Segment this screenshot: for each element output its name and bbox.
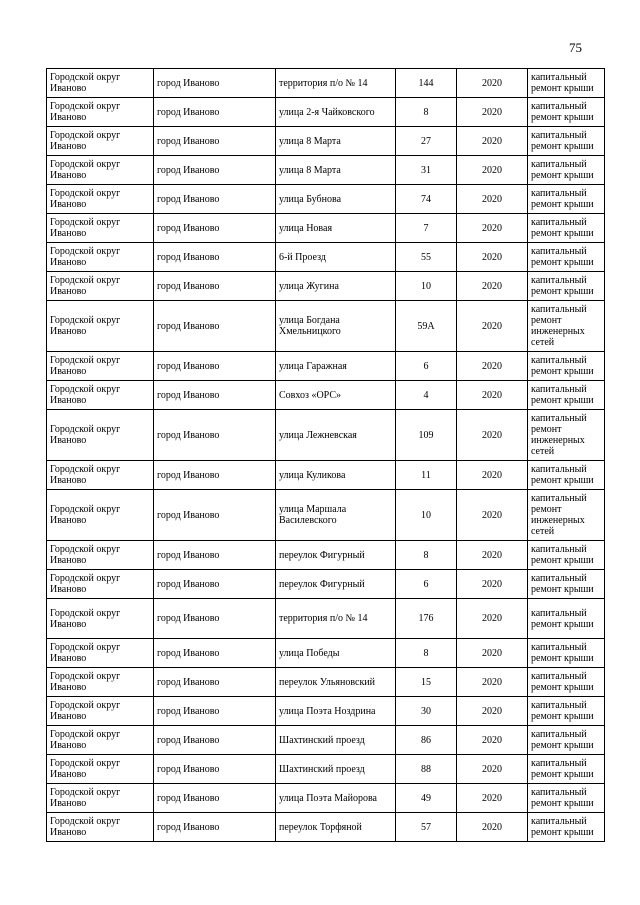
table-row <box>47 69 605 98</box>
work-type-cell: капитальный ремонт крыши <box>528 243 605 272</box>
year-cell: 2020 <box>457 461 528 490</box>
city-cell: город Иваново <box>154 639 276 668</box>
district-cell: Городской округ Иваново <box>47 301 154 352</box>
work-type-cell: капитальный ремонт крыши <box>528 599 605 639</box>
work-type-cell: капитальный ремонт крыши <box>528 127 605 156</box>
house-number-cell: 59А <box>396 301 457 352</box>
street-cell: улица Поэта Ноздрина <box>276 697 396 726</box>
table-row <box>47 214 605 243</box>
table-row <box>47 301 605 352</box>
house-number-cell: 27 <box>396 127 457 156</box>
district-cell: Городской округ Иваново <box>47 185 154 214</box>
district-cell: Городской округ Иваново <box>47 272 154 301</box>
street-cell: Шахтинский проезд <box>276 726 396 755</box>
table-body <box>47 69 605 842</box>
work-type-cell: капитальный ремонт крыши <box>528 461 605 490</box>
city-cell: город Иваново <box>154 381 276 410</box>
year-cell: 2020 <box>457 352 528 381</box>
work-type-cell: капитальный ремонт крыши <box>528 755 605 784</box>
house-number-cell: 74 <box>396 185 457 214</box>
city-cell: город Иваново <box>154 726 276 755</box>
district-cell: Городской округ Иваново <box>47 69 154 98</box>
work-type-cell: капитальный ремонт крыши <box>528 813 605 842</box>
year-cell: 2020 <box>457 668 528 697</box>
house-number-cell: 6 <box>396 352 457 381</box>
work-type-cell: капитальный ремонт крыши <box>528 639 605 668</box>
page-number: 75 <box>569 40 582 55</box>
repair-schedule-table <box>46 68 605 842</box>
house-number-cell: 30 <box>396 697 457 726</box>
house-number-cell: 10 <box>396 272 457 301</box>
year-cell: 2020 <box>457 127 528 156</box>
work-type-cell: капитальный ремонт крыши <box>528 726 605 755</box>
table-row <box>47 490 605 541</box>
city-cell: город Иваново <box>154 214 276 243</box>
work-type-cell: капитальный ремонт крыши <box>528 570 605 599</box>
table-row <box>47 541 605 570</box>
street-cell: улица Маршала Василевского <box>276 490 396 541</box>
street-cell: переулок Фигурный <box>276 541 396 570</box>
district-cell: Городской округ Иваново <box>47 755 154 784</box>
district-cell: Городской округ Иваново <box>47 490 154 541</box>
district-cell: Городской округ Иваново <box>47 410 154 461</box>
year-cell: 2020 <box>457 784 528 813</box>
house-number-cell: 49 <box>396 784 457 813</box>
table-row <box>47 127 605 156</box>
district-cell: Городской округ Иваново <box>47 98 154 127</box>
house-number-cell: 6 <box>396 570 457 599</box>
house-number-cell: 7 <box>396 214 457 243</box>
table-row <box>47 272 605 301</box>
table-row <box>47 599 605 639</box>
city-cell: город Иваново <box>154 697 276 726</box>
city-cell: город Иваново <box>154 127 276 156</box>
city-cell: город Иваново <box>154 272 276 301</box>
table-row <box>47 639 605 668</box>
street-cell: улица 8 Марта <box>276 127 396 156</box>
city-cell: город Иваново <box>154 410 276 461</box>
work-type-cell: капитальный ремонт крыши <box>528 156 605 185</box>
work-type-cell: капитальный ремонт крыши <box>528 381 605 410</box>
district-cell: Городской округ Иваново <box>47 214 154 243</box>
table-row <box>47 410 605 461</box>
table-row <box>47 381 605 410</box>
year-cell: 2020 <box>457 726 528 755</box>
district-cell: Городской округ Иваново <box>47 726 154 755</box>
table-row <box>47 243 605 272</box>
house-number-cell: 31 <box>396 156 457 185</box>
year-cell: 2020 <box>457 639 528 668</box>
city-cell: город Иваново <box>154 185 276 214</box>
street-cell: Совхоз «ОРС» <box>276 381 396 410</box>
street-cell: улица Жугина <box>276 272 396 301</box>
work-type-cell: капитальный ремонт инженерных сетей <box>528 410 605 461</box>
district-cell: Городской округ Иваново <box>47 599 154 639</box>
house-number-cell: 109 <box>396 410 457 461</box>
district-cell: Городской округ Иваново <box>47 381 154 410</box>
table-row <box>47 185 605 214</box>
district-cell: Городской округ Иваново <box>47 461 154 490</box>
year-cell: 2020 <box>457 243 528 272</box>
year-cell: 2020 <box>457 185 528 214</box>
table-row <box>47 461 605 490</box>
year-cell: 2020 <box>457 69 528 98</box>
table-row <box>47 156 605 185</box>
work-type-cell: капитальный ремонт крыши <box>528 352 605 381</box>
city-cell: город Иваново <box>154 599 276 639</box>
city-cell: город Иваново <box>154 755 276 784</box>
district-cell: Городской округ Иваново <box>47 156 154 185</box>
street-cell: улица Поэта Майорова <box>276 784 396 813</box>
city-cell: город Иваново <box>154 541 276 570</box>
table-row <box>47 755 605 784</box>
house-number-cell: 4 <box>396 381 457 410</box>
district-cell: Городской округ Иваново <box>47 127 154 156</box>
city-cell: город Иваново <box>154 784 276 813</box>
house-number-cell: 11 <box>396 461 457 490</box>
house-number-cell: 57 <box>396 813 457 842</box>
work-type-cell: капитальный ремонт крыши <box>528 214 605 243</box>
table-row <box>47 726 605 755</box>
district-cell: Городской округ Иваново <box>47 784 154 813</box>
work-type-cell: капитальный ремонт крыши <box>528 668 605 697</box>
city-cell: город Иваново <box>154 490 276 541</box>
year-cell: 2020 <box>457 755 528 784</box>
work-type-cell: капитальный ремонт крыши <box>528 69 605 98</box>
house-number-cell: 55 <box>396 243 457 272</box>
house-number-cell: 86 <box>396 726 457 755</box>
street-cell: улица Победы <box>276 639 396 668</box>
table-row <box>47 570 605 599</box>
district-cell: Городской округ Иваново <box>47 541 154 570</box>
house-number-cell: 176 <box>396 599 457 639</box>
street-cell: улица Новая <box>276 214 396 243</box>
street-cell: улица Бубнова <box>276 185 396 214</box>
street-cell: улица 8 Марта <box>276 156 396 185</box>
city-cell: город Иваново <box>154 98 276 127</box>
district-cell: Городской округ Иваново <box>47 668 154 697</box>
street-cell: улица Лежневская <box>276 410 396 461</box>
street-cell: улица 2-я Чайковского <box>276 98 396 127</box>
street-cell: улица Куликова <box>276 461 396 490</box>
street-cell: переулок Ульяновский <box>276 668 396 697</box>
year-cell: 2020 <box>457 214 528 243</box>
year-cell: 2020 <box>457 570 528 599</box>
street-cell: переулок Торфяной <box>276 813 396 842</box>
city-cell: город Иваново <box>154 813 276 842</box>
work-type-cell: капитальный ремонт крыши <box>528 541 605 570</box>
table-row <box>47 668 605 697</box>
work-type-cell: капитальный ремонт крыши <box>528 185 605 214</box>
city-cell: город Иваново <box>154 570 276 599</box>
district-cell: Городской округ Иваново <box>47 813 154 842</box>
table-row <box>47 813 605 842</box>
year-cell: 2020 <box>457 410 528 461</box>
house-number-cell: 8 <box>396 639 457 668</box>
city-cell: город Иваново <box>154 301 276 352</box>
district-cell: Городской округ Иваново <box>47 243 154 272</box>
city-cell: город Иваново <box>154 156 276 185</box>
work-type-cell: капитальный ремонт крыши <box>528 784 605 813</box>
work-type-cell: капитальный ремонт крыши <box>528 697 605 726</box>
year-cell: 2020 <box>457 490 528 541</box>
city-cell: город Иваново <box>154 69 276 98</box>
house-number-cell: 88 <box>396 755 457 784</box>
year-cell: 2020 <box>457 156 528 185</box>
house-number-cell: 10 <box>396 490 457 541</box>
house-number-cell: 15 <box>396 668 457 697</box>
district-cell: Городской округ Иваново <box>47 570 154 599</box>
work-type-cell: капитальный ремонт крыши <box>528 98 605 127</box>
street-cell: 6-й Проезд <box>276 243 396 272</box>
street-cell: улица Гаражная <box>276 352 396 381</box>
year-cell: 2020 <box>457 813 528 842</box>
table-row <box>47 98 605 127</box>
year-cell: 2020 <box>457 381 528 410</box>
work-type-cell: капитальный ремонт инженерных сетей <box>528 301 605 352</box>
house-number-cell: 8 <box>396 541 457 570</box>
street-cell: Шахтинский проезд <box>276 755 396 784</box>
house-number-cell: 8 <box>396 98 457 127</box>
work-type-cell: капитальный ремонт крыши <box>528 272 605 301</box>
street-cell: улица Богдана Хмельницкого <box>276 301 396 352</box>
district-cell: Городской округ Иваново <box>47 639 154 668</box>
street-cell: переулок Фигурный <box>276 570 396 599</box>
year-cell: 2020 <box>457 98 528 127</box>
street-cell: территория п/о № 14 <box>276 599 396 639</box>
city-cell: город Иваново <box>154 243 276 272</box>
work-type-cell: капитальный ремонт инженерных сетей <box>528 490 605 541</box>
year-cell: 2020 <box>457 541 528 570</box>
table-row <box>47 352 605 381</box>
city-cell: город Иваново <box>154 461 276 490</box>
table-row <box>47 697 605 726</box>
city-cell: город Иваново <box>154 352 276 381</box>
district-cell: Городской округ Иваново <box>47 697 154 726</box>
house-number-cell: 144 <box>396 69 457 98</box>
year-cell: 2020 <box>457 301 528 352</box>
street-cell: территория п/о № 14 <box>276 69 396 98</box>
year-cell: 2020 <box>457 697 528 726</box>
table-row <box>47 784 605 813</box>
district-cell: Городской округ Иваново <box>47 352 154 381</box>
year-cell: 2020 <box>457 599 528 639</box>
city-cell: город Иваново <box>154 668 276 697</box>
year-cell: 2020 <box>457 272 528 301</box>
